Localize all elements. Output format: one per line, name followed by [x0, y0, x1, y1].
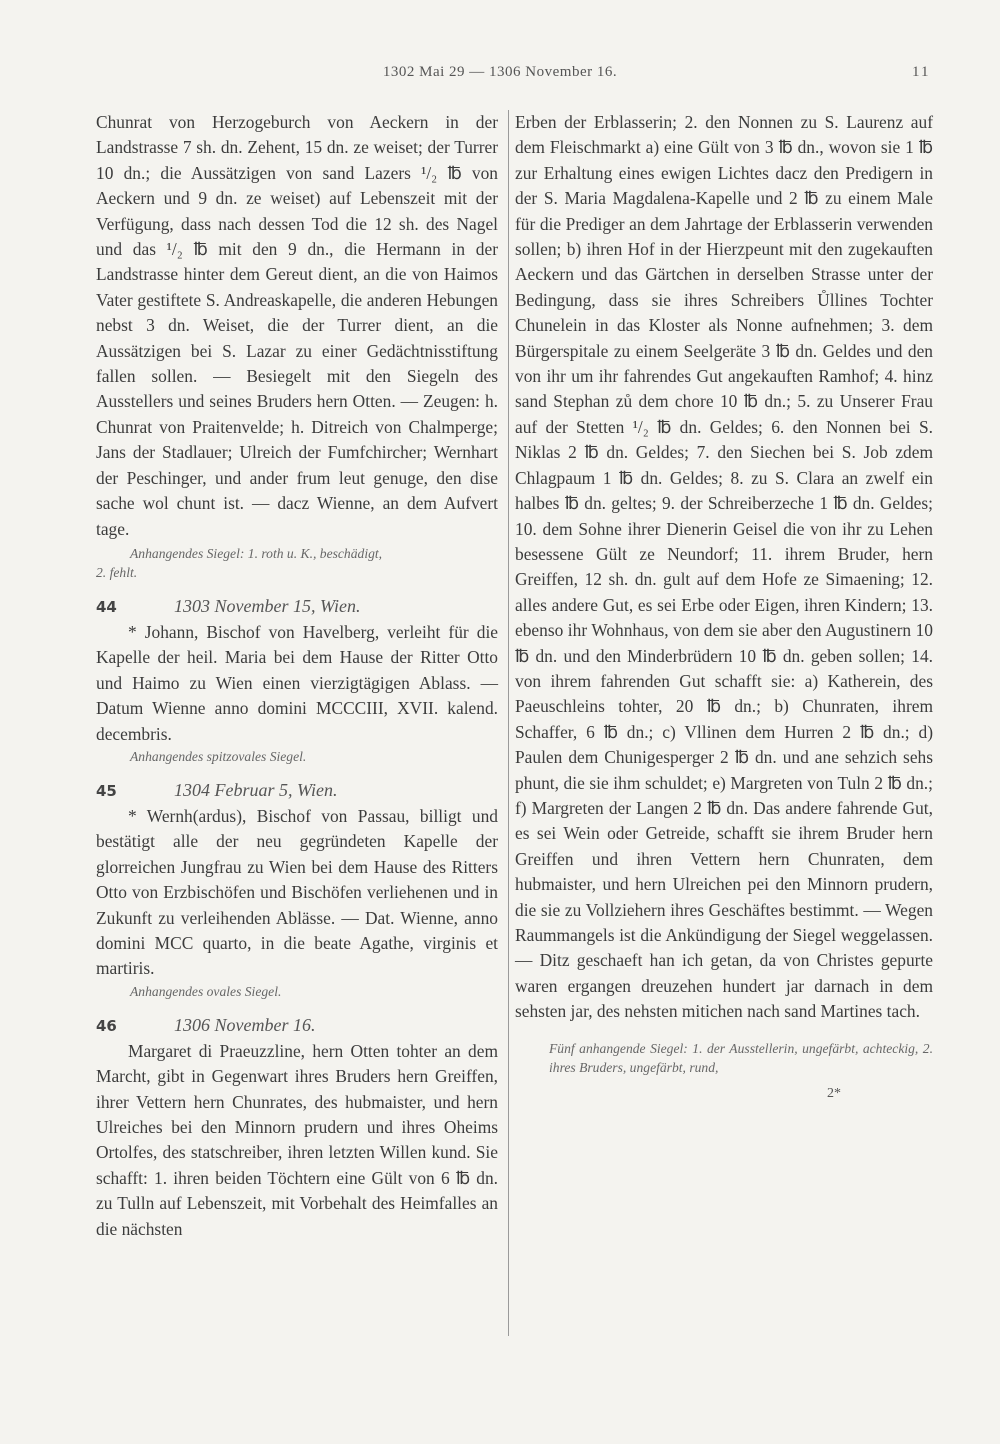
entry-43-text: Chunrat von Herzogeburch von Aeckern in der Landstrasse 7 sh. dn. Zehent, 15 dn. ze weiset; der Turrer 10 dn.; die Aussätzigen von sand Lazers ¹/₂ ℔ von Aeckern und 9 dn. ze weiset) auf Lebenszeit mit der Verfügung, dass nach dessen Tod die 12 sh. des Nagel und das ¹/₂ ℔ mit den 9 dn., die Hermann in der Landstrasse hinter dem Gereut dient, an die von Haimos Vater gestiftete S. Andreaskapelle, die anderen Hebungen nebst 3 dn. Weiset, die der Turrer dient, an die Aussätzigen bei S. Lazar zu einer Gedächtnisstiftung fallen sollen. — Besiegelt mit den Siegeln des Ausstellers und seines Bruders hern Otten. — Zeugen: h. Chunrat von Praitenvelde; h. Ditreich von Chalmperge; Jans der Stadlauer; Ulreich der Fumfchircher; Wernhart der Peschinger, und ander frum leut genuge, den dise sache wol chunt ist. — dacz Wienne, an dem Aufvert tage. [96, 112, 498, 539]
page-number: 11 [912, 64, 931, 80]
entry-46-number: 46 [96, 1016, 117, 1035]
entry-43-seal-note: Anhangendes Siegel: 1. roth u. K., beschädigt, [130, 545, 383, 561]
entry-44-date: 1303 November 15, Wien. [174, 595, 361, 616]
entry-46-seal-note: Fünf anhangende Siegel: 1. der Ausstellerin, ungefärbt, achteckig, 2. ihres Bruders, ungefärbt, rund, [549, 1040, 933, 1075]
entry-46-date: 1306 November 16. [174, 1014, 316, 1035]
entry-45-date: 1304 Februar 5, Wien. [174, 779, 338, 800]
entry-44-seal-note: Anhangendes spitzovales Siegel. [130, 748, 307, 764]
signature-mark: 2* [827, 1085, 841, 1101]
column-divider [508, 110, 509, 1336]
entry-45-heading [96, 778, 498, 804]
entry-46-text: Margaret di Praeuzzline, hern Otten tohter an dem Marcht, gibt in Gegenwart ihres Bruders hern Greiffen, ihrer Vettern hern Chunrates, des hubmaister, und hern Ulreiches bei den Minnorn prudern und ihres Oheims Ortolfes, des statschreiber, ihren letzten Willen kund. Sie schafft: 1. ihren beiden Töchtern eine Gült von 6 ℔ dn. zu Tulln auf Lebenszeit, mit Vorbehalt des Heimfalles an die nächsten [96, 1040, 498, 1239]
entry-45-text: * Wernh(ardus), Bischof von Passau, billigt und bestätigt alle der neu gegründeten Kapelle der glorreichen Jungfrau zu Wien bei dem Hause des Ritters Otto von Erzbischöfen und Bischöfen verliehenen und in Zukunft zu verleihenden Ablässe. — Dat. Wienne, anno domini MCC quarto, in die beate Agathe, virginis et martiris. [96, 805, 498, 979]
running-head: 1302 Mai 29 — 1306 November 16. [382, 64, 618, 80]
page-header [0, 64, 1000, 86]
entry-43-seal-note-cont: 2. fehlt. [96, 564, 138, 580]
entry-46-heading [96, 1013, 498, 1039]
entry-45-number: 45 [96, 781, 117, 800]
entry-46-continuation: Erben der Erblasserin; 2. den Nonnen zu S. Laurenz auf dem Fleischmarkt a) eine Gült von 3 ℔ dn., wovon sie 1 ℔ zur Erhaltung eines ewigen Lichtes dacz den Predigern in der S. Maria Magdalena-Kapelle und 2 ℔ zu einem Male für die Prediger an dem Jahrtage der Erblasserin verwenden sollen; b) ihren Hof in der Hierzpeunt mit den zugekauften Aeckern und das Gärtchen in derselben Strasse unter der Bedingung, dass sie ihres Schreibers Ůllines Tochter Chunelein in das Kloster als Nonne aufnehmen; 3. dem Bürgerspitale zu einem Seelgeräte 3 ℔ dn. Geldes und den von ihr um ihr fahrendes Gut angekauften Ramhof; 4. hinz sand Stephan zů dem chore 10 ℔ dn.; 5. zu Unserer Frau auf der Stetten ¹/₂ ℔ dn. Geldes; 6. den Nonnen bei S. Niklas 2 ℔ dn. Geldes; 7. den Siechen bei S. Job zdem Chlagpaum 1 ℔ dn. Geldes; 8. zu S. Clara an zwelf ein halbes ℔ dn. geltes; 9. der Schreiberzeche 1 ℔ dn. Geldes; 10. dem Sohne ihrer Dienerin Geisel die von ihr zu Lehen besessene Gült ze Neundorf; 11. ihrem Bruder, hern Greiffen, 12 sh. dn. gult auf dem Hofe ze Simaening; 12. alles andere Gut, es sei Erbe oder Eigen, ihren Kindern; 13. ebenso ihr Wohnhaus, von dem sie aber den Augustinern 10 ℔ dn. und den Minderbrüdern 10 ℔ dn. geben sollen; 14. von ihrem fahrenden Gut schafft sie: a) Katherein, des Paeuschleins tohter, 20 ℔ dn.; b) Chunraten, ihrem Schaffer, 6 ℔ dn.; c) Vllinen dem Hurren 2 ℔ dn.; d) Paulen dem Chunigesperger 2 ℔ dn. und ane sehzich sehs phunt, die sie ihm schuldet; e) Margreten von Tuln 2 ℔ dn.; f) Margreten der Langen 2 ℔ dn. Das andere fahrende Gut, es sei Wein oder Getreide, schafft sie ihrem Bruder hern Greiffen und ihren Vettern hern Chunraten, dem hubmaister, und hern Ulreichen pei den Minnorn prudern, die sie zu Vollziehern ihres Geschäftes bestimmt. — Wegen Raummangels ist die Ankündigung der Siegel weggelassen. — Ditz geschaeft han ich getan, da von Christes gepurte waren ergangen dreuzehen hundert jar darnach in dem sehsten jar, des nehsten mitichen nach sand Martines tach. [515, 112, 933, 1022]
entry-44-heading [96, 594, 498, 620]
right-column [515, 110, 933, 1106]
left-column [96, 110, 498, 1242]
entry-44-text: * Johann, Bischof von Havelberg, verleiht für die Kapelle der heil. Maria bei dem Hause der Ritter Otto und Haimo zu Wien einen vierzigtägigen Ablass. — Datum Wienne anno domini MCCCIII, XVII. kalend. decembris. [96, 621, 498, 744]
entry-45-seal-note: Anhangendes ovales Siegel. [130, 983, 282, 999]
entry-44-number: 44 [96, 597, 117, 616]
